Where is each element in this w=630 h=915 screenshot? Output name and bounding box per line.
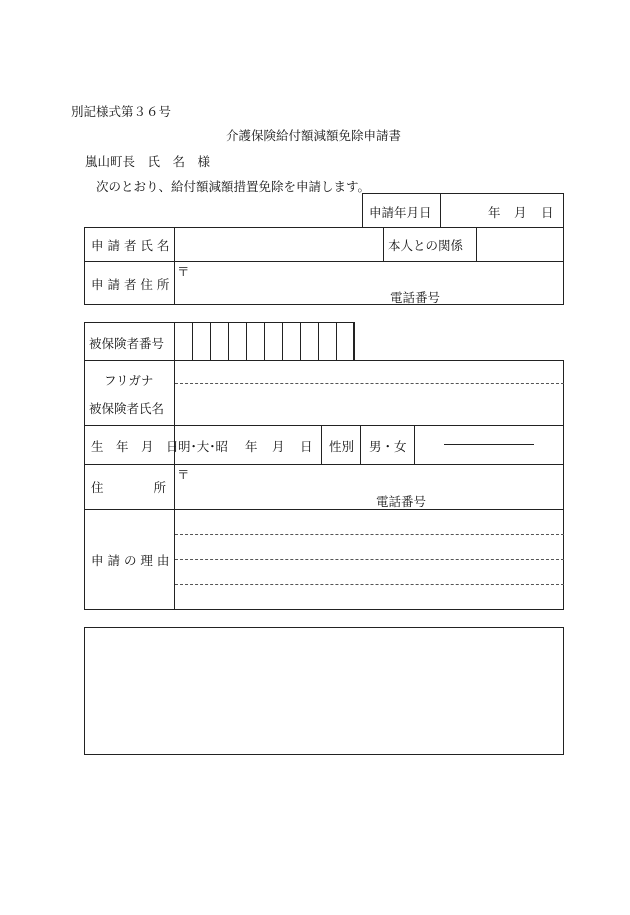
- date-month: 月: [514, 205, 527, 220]
- sex-options[interactable]: 男・女: [369, 439, 407, 454]
- divider: [174, 360, 175, 610]
- date-year: 年: [488, 205, 501, 220]
- divider: [321, 425, 322, 464]
- applicant-postal-mark: 〒: [177, 264, 190, 279]
- applicant-name-field[interactable]: [178, 230, 378, 258]
- insured-number-label: 被保険者番号: [89, 336, 165, 351]
- divider: [84, 425, 564, 426]
- insured-number-cell[interactable]: [282, 322, 301, 361]
- divider: [84, 464, 564, 465]
- insured-number-cell[interactable]: [264, 322, 283, 361]
- insured-number-cell[interactable]: [318, 322, 337, 361]
- insured-name-label: 被保険者氏名: [89, 401, 165, 416]
- insured-address-field[interactable]: [190, 467, 560, 507]
- birth-day: 日: [300, 439, 313, 454]
- applicant-name-label: 申 請 者 氏 名: [91, 238, 170, 253]
- insured-name-field[interactable]: [178, 386, 558, 420]
- furigana-dotted-line: [175, 383, 564, 384]
- applicant-phone-label: 電話番号: [390, 290, 441, 305]
- insured-number-cell[interactable]: [192, 322, 211, 361]
- divider: [360, 425, 361, 464]
- date-day: 日: [541, 205, 554, 220]
- form-number: 別記様式第３６号: [71, 104, 172, 119]
- insured-number-cell[interactable]: [246, 322, 265, 361]
- reason-label: 申 請 の 理 由: [91, 553, 170, 568]
- insured-address-label: 住 所: [91, 480, 167, 495]
- insured-number-cell[interactable]: [300, 322, 319, 361]
- birth-year: 年: [245, 439, 258, 454]
- insured-phone-label: 電話番号: [376, 494, 427, 509]
- insured-number-cell[interactable]: [174, 322, 193, 361]
- addressee: 嵐山町長 氏 名 様: [85, 154, 211, 169]
- divider: [440, 193, 441, 228]
- insured-number-cell[interactable]: [210, 322, 229, 361]
- applicant-address-field[interactable]: [190, 264, 560, 302]
- date-year-field[interactable]: [446, 198, 482, 224]
- application-date-label: 申請年月日: [369, 205, 432, 220]
- insured-number-cell[interactable]: [336, 322, 355, 361]
- form-title: 介護保険給付額減額免除申請書: [226, 128, 402, 143]
- divider: [476, 227, 477, 261]
- divider: [84, 509, 564, 510]
- furigana-label: フリガナ: [104, 373, 154, 388]
- insured-number-cell[interactable]: [228, 322, 247, 361]
- office-use-box: [84, 627, 564, 755]
- divider: [414, 425, 415, 464]
- reason-field[interactable]: [178, 512, 558, 606]
- divider: [174, 227, 175, 305]
- relation-field[interactable]: [480, 230, 560, 258]
- era-options[interactable]: 明･大･昭: [178, 439, 229, 454]
- divider: [84, 261, 564, 262]
- blank-line: [444, 444, 534, 445]
- sex-label: 性別: [329, 439, 355, 454]
- divider: [383, 227, 384, 261]
- birth-date-label: 生 年 月 日: [91, 439, 179, 454]
- intro-text: 次のとおり、給付額減額措置免除を申請します。: [96, 179, 371, 194]
- applicant-address-label: 申 請 者 住 所: [91, 277, 170, 292]
- insured-postal-mark: 〒: [177, 467, 190, 482]
- relation-label: 本人との関係: [388, 238, 464, 253]
- birth-month: 月: [272, 439, 285, 454]
